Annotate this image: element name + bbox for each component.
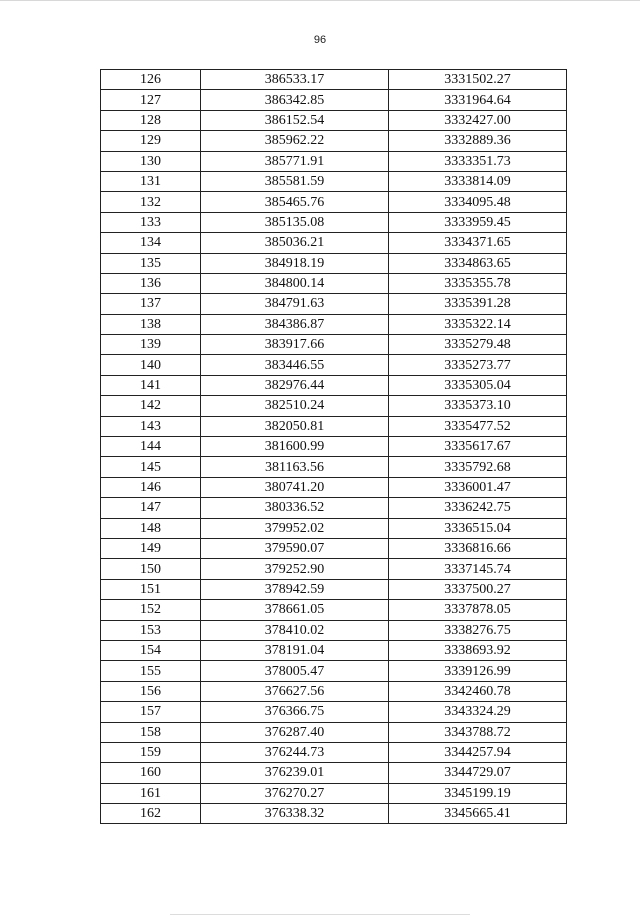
table-row <box>101 70 567 90</box>
y-coordinate-cell: 3342460.78 <box>389 681 567 701</box>
x-coordinate-cell: 378410.02 <box>201 620 389 640</box>
table-row <box>101 90 567 110</box>
x-coordinate-cell: 379952.02 <box>201 518 389 538</box>
table-row <box>101 702 567 722</box>
x-coordinate-cell: 380336.52 <box>201 498 389 518</box>
point-number-cell: 158 <box>101 722 201 742</box>
x-coordinate-cell: 376338.32 <box>201 804 389 824</box>
coordinate-table-body <box>101 70 567 824</box>
y-coordinate-cell: 3334371.65 <box>389 233 567 253</box>
x-coordinate-cell: 379252.90 <box>201 559 389 579</box>
table-row <box>101 355 567 375</box>
x-coordinate-cell: 385135.08 <box>201 212 389 232</box>
y-coordinate-cell: 3335391.28 <box>389 294 567 314</box>
y-coordinate-cell: 3333959.45 <box>389 212 567 232</box>
y-coordinate-cell: 3343788.72 <box>389 722 567 742</box>
y-coordinate-cell: 3335322.14 <box>389 314 567 334</box>
y-coordinate-cell: 3337145.74 <box>389 559 567 579</box>
y-coordinate-cell: 3339126.99 <box>389 661 567 681</box>
point-number-cell: 136 <box>101 273 201 293</box>
x-coordinate-cell: 382976.44 <box>201 375 389 395</box>
x-coordinate-cell: 376366.75 <box>201 702 389 722</box>
point-number-cell: 137 <box>101 294 201 314</box>
point-number-cell: 151 <box>101 579 201 599</box>
table-row <box>101 742 567 762</box>
point-number-cell: 142 <box>101 396 201 416</box>
y-coordinate-cell: 3345665.41 <box>389 804 567 824</box>
table-row <box>101 783 567 803</box>
x-coordinate-cell: 379590.07 <box>201 538 389 558</box>
point-number-cell: 145 <box>101 457 201 477</box>
point-number-cell: 143 <box>101 416 201 436</box>
y-coordinate-cell: 3335273.77 <box>389 355 567 375</box>
x-coordinate-cell: 378005.47 <box>201 661 389 681</box>
point-number-cell: 155 <box>101 661 201 681</box>
x-coordinate-cell: 385036.21 <box>201 233 389 253</box>
table-row <box>101 620 567 640</box>
point-number-cell: 154 <box>101 640 201 660</box>
x-coordinate-cell: 376270.27 <box>201 783 389 803</box>
table-row <box>101 640 567 660</box>
table-row <box>101 722 567 742</box>
table-row <box>101 233 567 253</box>
y-coordinate-cell: 3337878.05 <box>389 600 567 620</box>
point-number-cell: 140 <box>101 355 201 375</box>
y-coordinate-cell: 3335617.67 <box>389 437 567 457</box>
point-number-cell: 131 <box>101 171 201 191</box>
y-coordinate-cell: 3333814.09 <box>389 171 567 191</box>
table-row <box>101 110 567 130</box>
x-coordinate-cell: 381163.56 <box>201 457 389 477</box>
y-coordinate-cell: 3336816.66 <box>389 538 567 558</box>
x-coordinate-cell: 376287.40 <box>201 722 389 742</box>
x-coordinate-cell: 386533.17 <box>201 70 389 90</box>
x-coordinate-cell: 385962.22 <box>201 131 389 151</box>
point-number-cell: 144 <box>101 437 201 457</box>
y-coordinate-cell: 3338276.75 <box>389 620 567 640</box>
y-coordinate-cell: 3344729.07 <box>389 763 567 783</box>
table-row <box>101 294 567 314</box>
x-coordinate-cell: 385581.59 <box>201 171 389 191</box>
table-row <box>101 681 567 701</box>
y-coordinate-cell: 3335355.78 <box>389 273 567 293</box>
point-number-cell: 127 <box>101 90 201 110</box>
y-coordinate-cell: 3335373.10 <box>389 396 567 416</box>
table-row <box>101 314 567 334</box>
table-row <box>101 375 567 395</box>
x-coordinate-cell: 383446.55 <box>201 355 389 375</box>
point-number-cell: 156 <box>101 681 201 701</box>
table-row <box>101 763 567 783</box>
point-number-cell: 161 <box>101 783 201 803</box>
x-coordinate-cell: 384918.19 <box>201 253 389 273</box>
table-row <box>101 151 567 171</box>
y-coordinate-cell: 3333351.73 <box>389 151 567 171</box>
y-coordinate-cell: 3332889.36 <box>389 131 567 151</box>
point-number-cell: 152 <box>101 600 201 620</box>
coordinate-table <box>100 69 567 824</box>
point-number-cell: 162 <box>101 804 201 824</box>
table-row <box>101 661 567 681</box>
x-coordinate-cell: 384791.63 <box>201 294 389 314</box>
point-number-cell: 146 <box>101 477 201 497</box>
table-row <box>101 171 567 191</box>
point-number-cell: 134 <box>101 233 201 253</box>
point-number-cell: 133 <box>101 212 201 232</box>
point-number-cell: 141 <box>101 375 201 395</box>
x-coordinate-cell: 386152.54 <box>201 110 389 130</box>
table-row <box>101 457 567 477</box>
table-row <box>101 477 567 497</box>
table-row <box>101 416 567 436</box>
table-row <box>101 437 567 457</box>
point-number-cell: 139 <box>101 335 201 355</box>
y-coordinate-cell: 3335305.04 <box>389 375 567 395</box>
x-coordinate-cell: 381600.99 <box>201 437 389 457</box>
y-coordinate-cell: 3331502.27 <box>389 70 567 90</box>
x-coordinate-cell: 386342.85 <box>201 90 389 110</box>
table-row <box>101 212 567 232</box>
x-coordinate-cell: 385771.91 <box>201 151 389 171</box>
x-coordinate-cell: 376244.73 <box>201 742 389 762</box>
y-coordinate-cell: 3338693.92 <box>389 640 567 660</box>
x-coordinate-cell: 382510.24 <box>201 396 389 416</box>
x-coordinate-cell: 378191.04 <box>201 640 389 660</box>
y-coordinate-cell: 3337500.27 <box>389 579 567 599</box>
point-number-cell: 153 <box>101 620 201 640</box>
point-number-cell: 130 <box>101 151 201 171</box>
table-row <box>101 273 567 293</box>
y-coordinate-cell: 3336515.04 <box>389 518 567 538</box>
page-top-edge <box>0 0 640 1</box>
point-number-cell: 160 <box>101 763 201 783</box>
x-coordinate-cell: 376239.01 <box>201 763 389 783</box>
x-coordinate-cell: 383917.66 <box>201 335 389 355</box>
point-number-cell: 126 <box>101 70 201 90</box>
y-coordinate-cell: 3332427.00 <box>389 110 567 130</box>
page-number: 96 <box>313 34 327 46</box>
x-coordinate-cell: 382050.81 <box>201 416 389 436</box>
table-row <box>101 498 567 518</box>
point-number-cell: 129 <box>101 131 201 151</box>
table-row <box>101 253 567 273</box>
table-row <box>101 335 567 355</box>
table-row <box>101 192 567 212</box>
y-coordinate-cell: 3343324.29 <box>389 702 567 722</box>
y-coordinate-cell: 3334863.65 <box>389 253 567 273</box>
point-number-cell: 132 <box>101 192 201 212</box>
point-number-cell: 149 <box>101 538 201 558</box>
table-row <box>101 131 567 151</box>
x-coordinate-cell: 378942.59 <box>201 579 389 599</box>
y-coordinate-cell: 3336242.75 <box>389 498 567 518</box>
x-coordinate-cell: 384800.14 <box>201 273 389 293</box>
y-coordinate-cell: 3331964.64 <box>389 90 567 110</box>
point-number-cell: 148 <box>101 518 201 538</box>
x-coordinate-cell: 385465.76 <box>201 192 389 212</box>
page-bottom-edge <box>170 914 470 915</box>
x-coordinate-cell: 378661.05 <box>201 600 389 620</box>
y-coordinate-cell: 3335477.52 <box>389 416 567 436</box>
point-number-cell: 150 <box>101 559 201 579</box>
table-row <box>101 559 567 579</box>
point-number-cell: 147 <box>101 498 201 518</box>
y-coordinate-cell: 3334095.48 <box>389 192 567 212</box>
y-coordinate-cell: 3335792.68 <box>389 457 567 477</box>
table-row <box>101 600 567 620</box>
x-coordinate-cell: 376627.56 <box>201 681 389 701</box>
x-coordinate-cell: 384386.87 <box>201 314 389 334</box>
point-number-cell: 128 <box>101 110 201 130</box>
point-number-cell: 135 <box>101 253 201 273</box>
table-row <box>101 396 567 416</box>
y-coordinate-cell: 3344257.94 <box>389 742 567 762</box>
y-coordinate-cell: 3335279.48 <box>389 335 567 355</box>
point-number-cell: 138 <box>101 314 201 334</box>
y-coordinate-cell: 3336001.47 <box>389 477 567 497</box>
x-coordinate-cell: 380741.20 <box>201 477 389 497</box>
table-row <box>101 804 567 824</box>
table-row <box>101 538 567 558</box>
y-coordinate-cell: 3345199.19 <box>389 783 567 803</box>
table-row <box>101 518 567 538</box>
table-row <box>101 579 567 599</box>
point-number-cell: 159 <box>101 742 201 762</box>
point-number-cell: 157 <box>101 702 201 722</box>
